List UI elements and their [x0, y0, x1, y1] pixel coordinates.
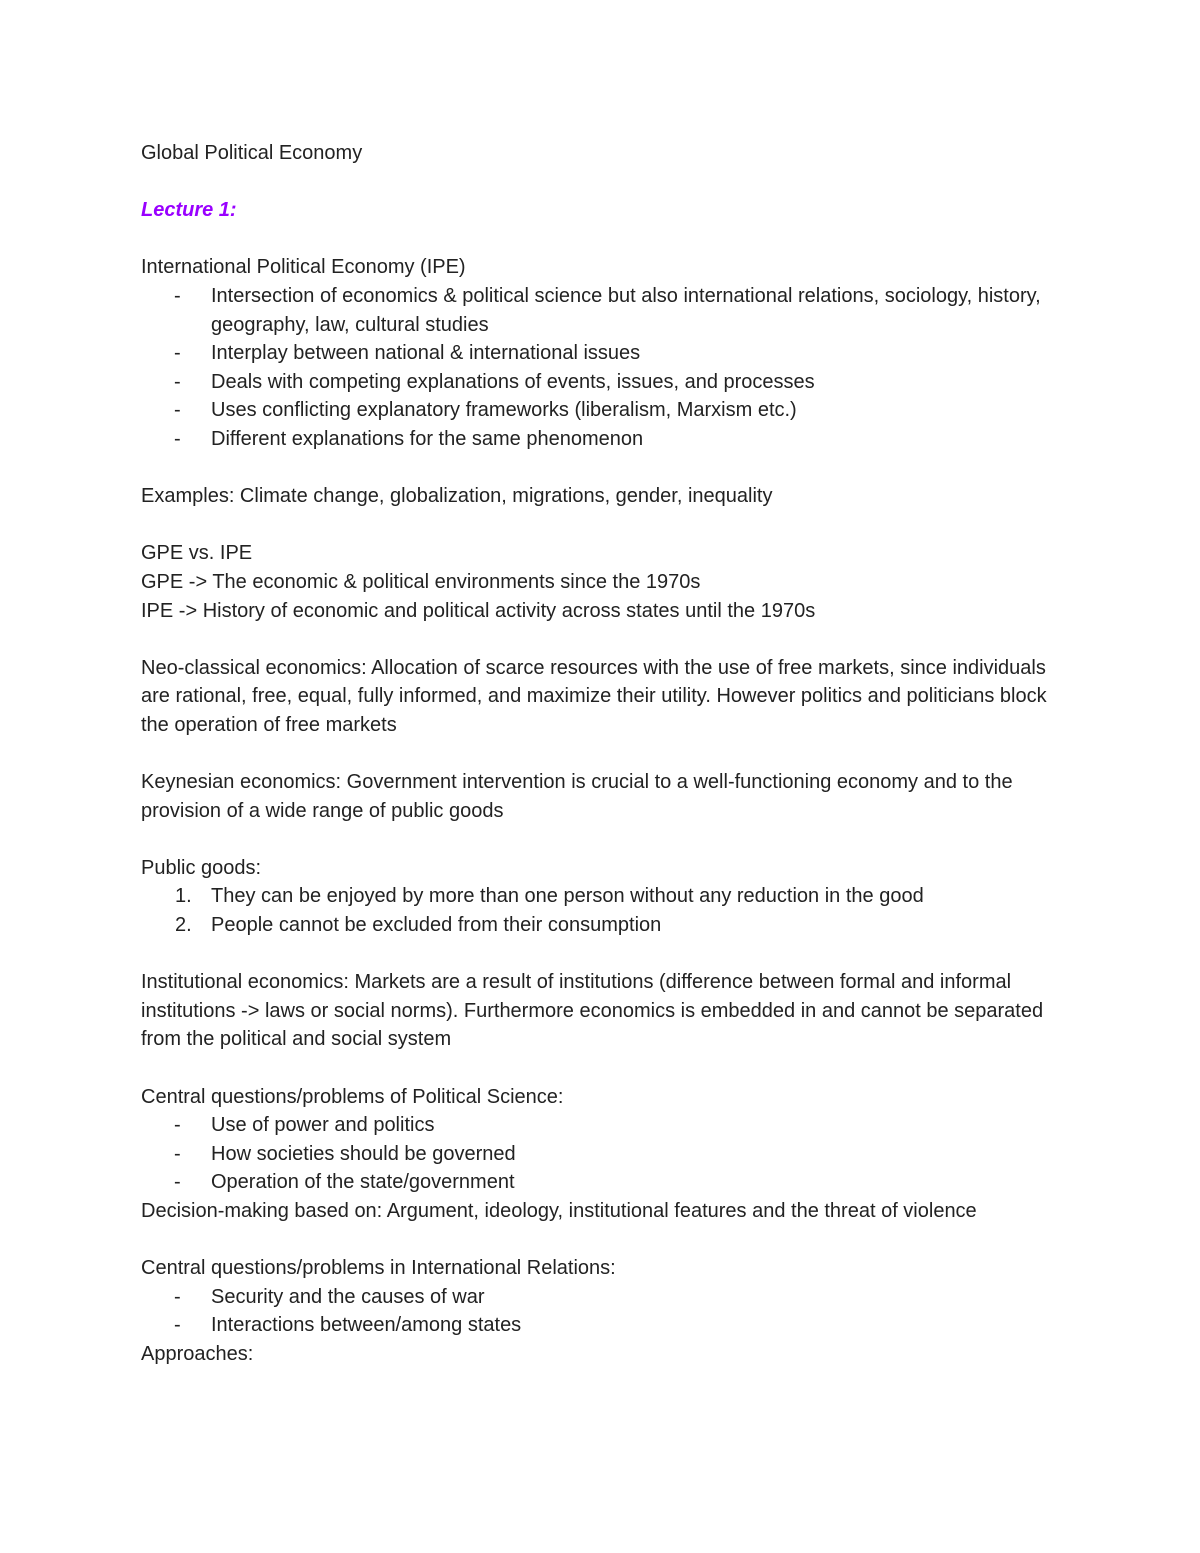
dash-marker: -: [174, 399, 181, 422]
list-item-text: Different explanations for the same phenomenon: [211, 427, 644, 450]
decision-making-line: Decision-making based on: Argument, ideology, institutional features and the threat of violence: [141, 1199, 977, 1222]
ir-heading: Central questions/problems in International Relations:: [141, 1257, 616, 1280]
public-goods-list: [141, 882, 1061, 939]
list-item-text: Interactions between/among states: [211, 1314, 522, 1337]
spacer: [141, 225, 1061, 254]
list-item: [141, 396, 1061, 425]
list-item: [141, 339, 1061, 368]
dash-marker: -: [174, 342, 181, 365]
dash-marker: -: [174, 1314, 181, 1337]
spacer: [141, 1054, 1061, 1083]
list-item: [141, 911, 1061, 940]
dash-marker: -: [174, 1114, 181, 1137]
number-marker: 2.: [175, 914, 192, 937]
spacer: [141, 625, 1061, 654]
dash-marker: -: [174, 370, 181, 393]
public-goods-heading: Public goods:: [141, 856, 262, 879]
ipe-list: [141, 282, 1061, 454]
approaches-line: Approaches:: [141, 1342, 254, 1365]
dash-marker: -: [174, 1142, 181, 1165]
ipe-definition: IPE -> History of economic and political activity across states until the 1970s: [141, 599, 816, 622]
list-item: [141, 282, 1061, 339]
list-item-text: They can be enjoyed by more than one person without any reduction in the good: [211, 885, 924, 908]
list-item-text: Use of power and politics: [211, 1114, 435, 1137]
spacer: [141, 511, 1061, 540]
list-item-text: Intersection of economics & political science but also international relations, sociology, history, geography, law, cultural studies: [211, 284, 1041, 336]
list-item-text: Interplay between national & international issues: [211, 342, 641, 365]
gpe-definition: GPE -> The economic & political environments since the 1970s: [141, 570, 701, 593]
polsci-list: [141, 1111, 1061, 1197]
list-item-text: Security and the causes of war: [211, 1285, 485, 1308]
spacer: [141, 940, 1061, 969]
list-item: [141, 368, 1061, 397]
list-item: [141, 1111, 1061, 1140]
list-item: [141, 1283, 1061, 1312]
lecture-heading: Lecture 1:: [141, 199, 237, 222]
spacer: [141, 168, 1061, 197]
spacer: [141, 825, 1061, 854]
list-item: [141, 1311, 1061, 1340]
list-item: [141, 1168, 1061, 1197]
dash-marker: -: [174, 1171, 181, 1194]
keynesian-paragraph: Keynesian economics: Government intervention is crucial to a well-functioning economy and to the provision of a wide range of public goods: [141, 771, 1013, 822]
dash-marker: -: [174, 284, 181, 307]
ir-list: [141, 1283, 1061, 1340]
list-item-text: People cannot be excluded from their consumption: [211, 914, 662, 937]
list-item-text: Deals with competing explanations of events, issues, and processes: [211, 370, 815, 393]
spacer: [141, 454, 1061, 483]
dash-marker: -: [174, 1285, 181, 1308]
list-item-text: Operation of the state/government: [211, 1171, 515, 1194]
institutional-paragraph: Institutional economics: Markets are a result of institutions (difference between formal and informal institutions -> laws or social norms). Furthermore economics is embedded in and cannot be separated from the political and social system: [141, 971, 1044, 1051]
list-item-text: Uses conflicting explanatory frameworks (liberalism, Marxism etc.): [211, 399, 797, 422]
document-title: Global Political Economy: [141, 142, 363, 164]
list-item: [141, 425, 1061, 454]
spacer: [141, 739, 1061, 768]
neoclassical-paragraph: Neo-classical economics: Allocation of scarce resources with the use of free markets, since individuals are rational, free, equal, fully informed, and maximize their utility. However politics and politicians block the operation of free markets: [141, 656, 1047, 736]
dash-marker: -: [174, 427, 181, 450]
list-item: [141, 882, 1061, 911]
list-item-text: How societies should be governed: [211, 1142, 516, 1165]
examples-paragraph: Examples: Climate change, globalization, migrations, gender, inequality: [141, 485, 773, 508]
polsci-heading: Central questions/problems of Political Science:: [141, 1085, 564, 1108]
ipe-heading: International Political Economy (IPE): [141, 256, 466, 279]
spacer: [141, 1226, 1061, 1255]
gpe-vs-ipe-heading: GPE vs. IPE: [141, 542, 253, 565]
document-page: [141, 139, 1061, 1369]
number-marker: 1.: [175, 885, 192, 908]
list-item: [141, 1140, 1061, 1169]
